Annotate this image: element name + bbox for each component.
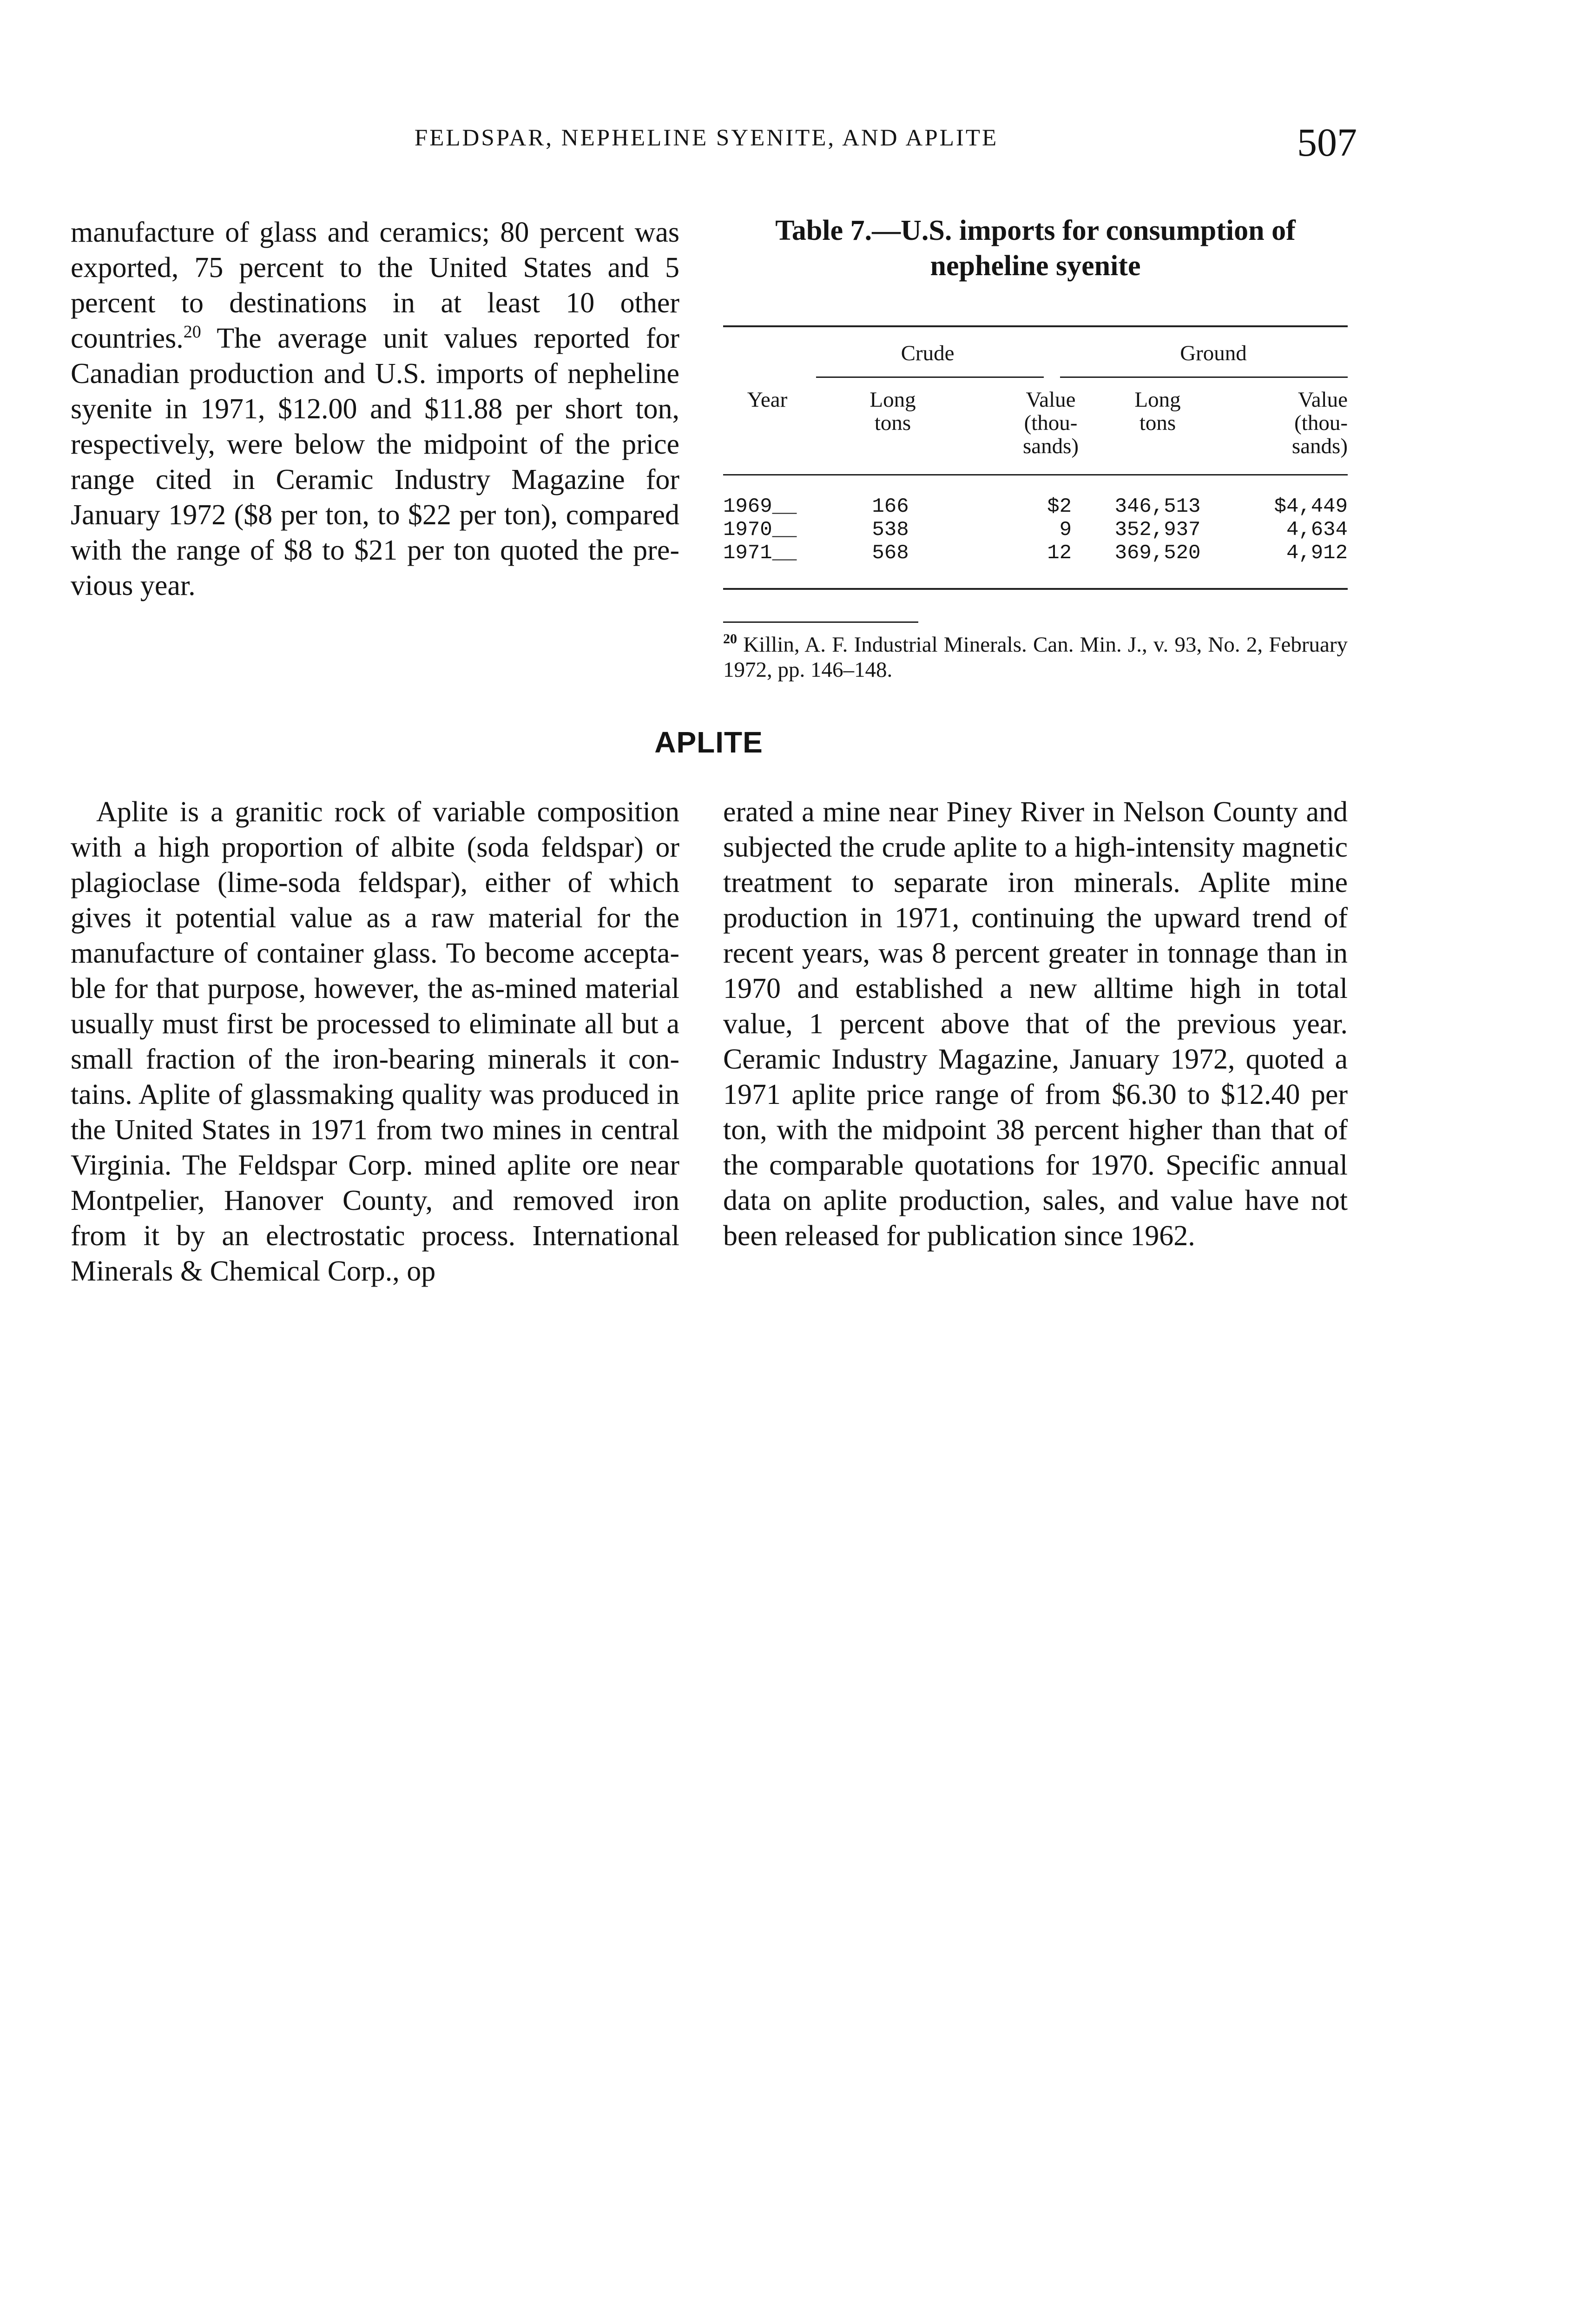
row-year: 1969__: [723, 495, 797, 518]
group-header-ground: Ground: [1180, 341, 1247, 365]
table-title: Table 7.—U.S. imports for consumption of nepheline syenite: [775, 215, 1296, 282]
aplite-paragraph-left: Aplite is a granitic rock of variable composition with a high proportion of albite (soda feldspar) or plagioclase (lime-soda feldspar), either of which gives it potential value as a raw material for the manufacture of container glass. To become acceptable for that purpose, however, the as-mined material usually must first be processed to eliminate all but a small fraction of the iron-bearing minerals it contains. Aplite of glassmaking quality was produced in the United States in 1971 from two mines in central Virginia. The Feldspar Corp. mined aplite ore near Montpelier, Hanover County, and removed iron from it by an electrostatic process. International Minerals & Chemical Corp., op: [71, 796, 679, 1287]
ground-tons-column-header: Long tons: [1134, 388, 1181, 435]
footnote-rule: [723, 621, 918, 623]
footnote-number: 20: [723, 631, 737, 647]
row-ground-value: 4,634: [1286, 518, 1348, 541]
row-crude-tons: 538: [872, 518, 909, 541]
footnote-reference: 20: [183, 322, 201, 342]
table-top-rule: [723, 325, 1348, 327]
running-header: FELDSPAR, NEPHELINE SYENITE, AND APLITE: [414, 125, 999, 151]
table-bottom-rule: [723, 588, 1348, 590]
footnote-text: Killin, A. F. Industrial Minerals. Can. Min. J., v. 93, No. 2, February 1972, pp. 146–148.: [723, 633, 1348, 682]
row-crude-tons: 166: [872, 495, 909, 518]
aplite-paragraph-right: erated a mine near Piney River in Nelson County and subjected the crude aplite to a high-intensity magnetic treatment to separate iron minerals. Aplite mine production in 1971, continuing the upward trend of recent years, was 8 percent greater in tonnage than in 1970 and established a new alltime high in total value, 1 percent above that of the previous year. Ceramic Industry Magazine, January 1972, quoted a 1971 aplite price range of from $6.30 to $12.40 per ton, with the midpoint 38 percent higher than that of the comparable quotations for 1970. Specific annual data on aplite production, sales, and value have not been released for publication since 1962.: [723, 796, 1348, 1252]
ground-group-rule: [1060, 376, 1348, 378]
row-ground-tons: 369,520: [1114, 541, 1201, 565]
row-crude-tons: 568: [872, 541, 909, 565]
row-year: 1971__: [723, 541, 797, 565]
row-year: 1970__: [723, 518, 797, 541]
row-crude-value: 12: [1047, 541, 1072, 565]
footnote: [723, 632, 1348, 682]
ground-value-column-header: Value (thousands): [1291, 388, 1348, 458]
paragraph-text-before-note: manufacture of glass and ceramics; 80 percent was exported, 75 percent to the United States and 5 percent to destinations in at least 10 other countries.: [71, 217, 679, 354]
group-header-crude: Crude: [901, 341, 955, 365]
section-heading-aplite: APLITE: [654, 726, 763, 759]
row-ground-tons: 352,937: [1114, 518, 1201, 541]
imports-table: [723, 325, 1348, 604]
paragraph-nepheline-continued: [71, 215, 679, 603]
crude-group-rule: [816, 376, 1044, 378]
row-crude-value: $2: [1047, 495, 1072, 518]
crude-tons-column-header: Long tons: [869, 388, 916, 435]
row-crude-value: 9: [1059, 518, 1072, 541]
year-column-header: Year: [747, 388, 788, 412]
crude-value-column-header: Value (thousands): [1022, 388, 1079, 458]
page-number: 507: [1297, 120, 1357, 165]
row-ground-value: $4,449: [1274, 495, 1348, 518]
row-ground-value: 4,912: [1286, 541, 1348, 565]
paragraph-text-after-note: The average unit values reported for Canadian production and U.S. imports of nepheline syenite in 1971, $12.00 and $11.88 per short ton, respectively, were below the midpoint of the price range cited in Ceramic Industry Magazine for January 1972 ($8 per ton, to $22 per ton), compared with the range of $8 to $21 per ton quoted the previous year.: [71, 323, 679, 601]
header-bottom-rule: [723, 474, 1348, 475]
row-ground-tons: 346,513: [1114, 495, 1201, 518]
